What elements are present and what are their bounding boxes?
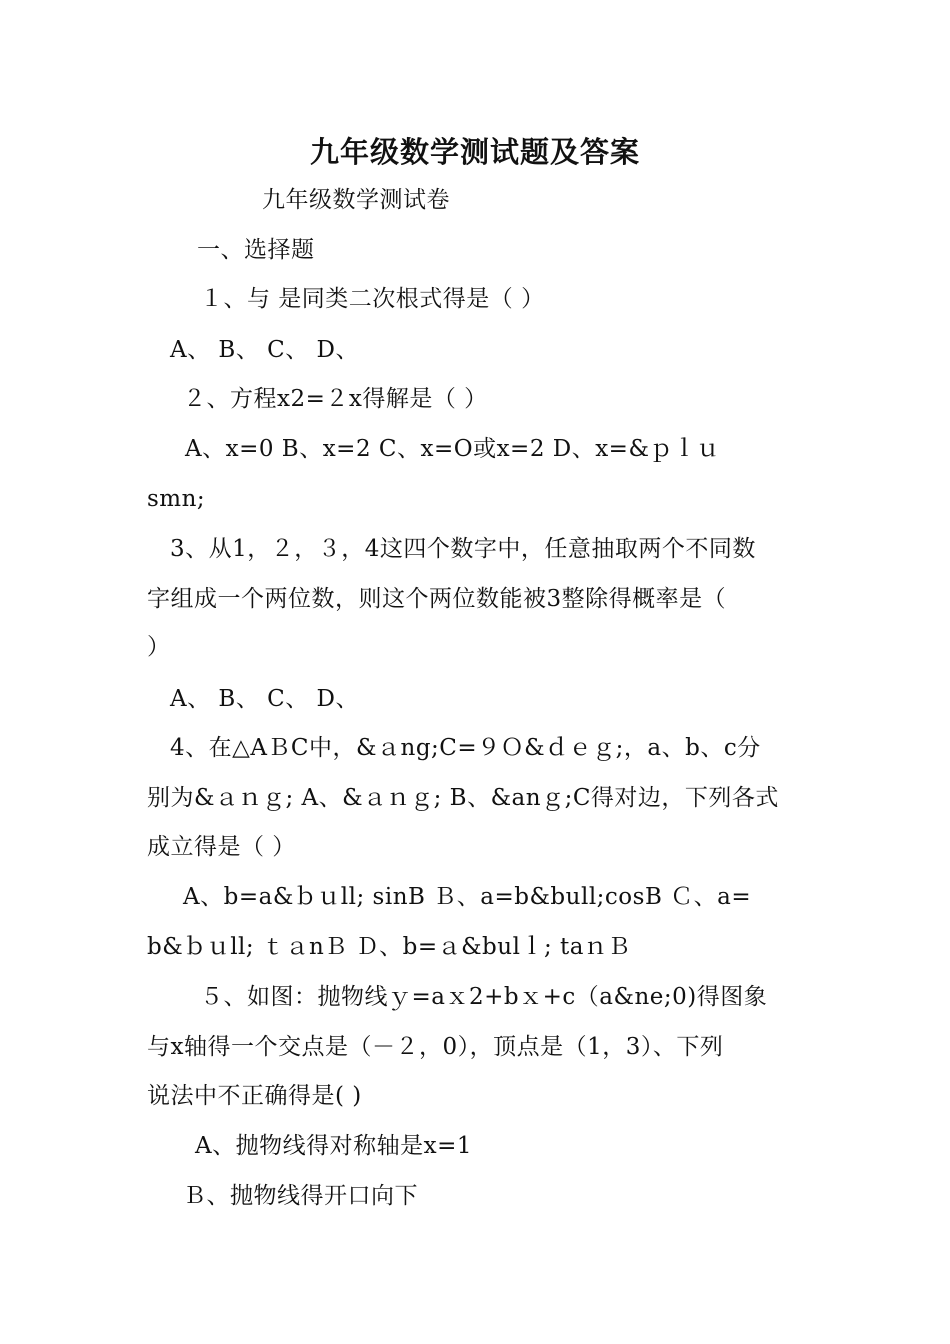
question-1: １、与 是同类二次根式得是（ ） [200, 286, 545, 312]
question-4-options: A、b=a&ｂｕll; sinB Ｂ、a=b&bull;cosB Ｃ、a= [183, 884, 752, 910]
question-2-options: A、x=0 B、x=2 C、x=O或x=2 D、x=&ｐｌｕ [185, 436, 720, 462]
question-4-options-cont: b&ｂｕll; ｔａnＢ Ｄ、b=ａ&bulｌ; taｎＢ [147, 934, 631, 960]
question-4-line-3: 成立得是（ ） [147, 834, 296, 860]
question-1-options: A、 B、 C、 D、 [170, 337, 359, 363]
section-heading: 一、选择题 [197, 237, 315, 263]
exam-subtitle: 九年级数学测试卷 [262, 187, 450, 213]
question-3-line-1: 3、从1，２，３，4这四个数字中，任意抽取两个不同数 [170, 536, 756, 562]
question-3-line-2: 字组成一个两位数，则这个两位数能被3整除得概率是（ [147, 586, 727, 612]
question-5-option-a: A、抛物线得对称轴是x=1 [195, 1133, 472, 1159]
question-2: ２、方程x2=２x得解是（ ） [183, 386, 488, 412]
question-5-line-2: 与x轴得一个交点是（－２，0），顶点是（1，3）、下列 [147, 1034, 724, 1060]
question-4-line-1: 4、在△AＢC中，&ａng;C=９Ｏ&ｄｅｇ;，a、b、c分 [170, 735, 761, 761]
document-title: 九年级数学测试题及答案 [309, 135, 640, 169]
question-3-options: A、 B、 C、 D、 [170, 686, 359, 712]
question-5-option-b: Ｂ、抛物线得开口向下 [183, 1183, 418, 1209]
question-4-line-2: 别为&ａｎｇ; A、&ａｎｇ; B、&anｇ;C得对边，下列各式 [147, 785, 779, 811]
question-2-options-cont: smn; [147, 486, 206, 512]
question-5-line-1: ５、如图：抛物线ｙ=aｘ2+bｘ+c（a&ne;0)得图象 [200, 984, 768, 1010]
question-5-line-3: 说法中不正确得是( ) [147, 1083, 362, 1109]
question-3-line-3: ） [147, 634, 171, 660]
